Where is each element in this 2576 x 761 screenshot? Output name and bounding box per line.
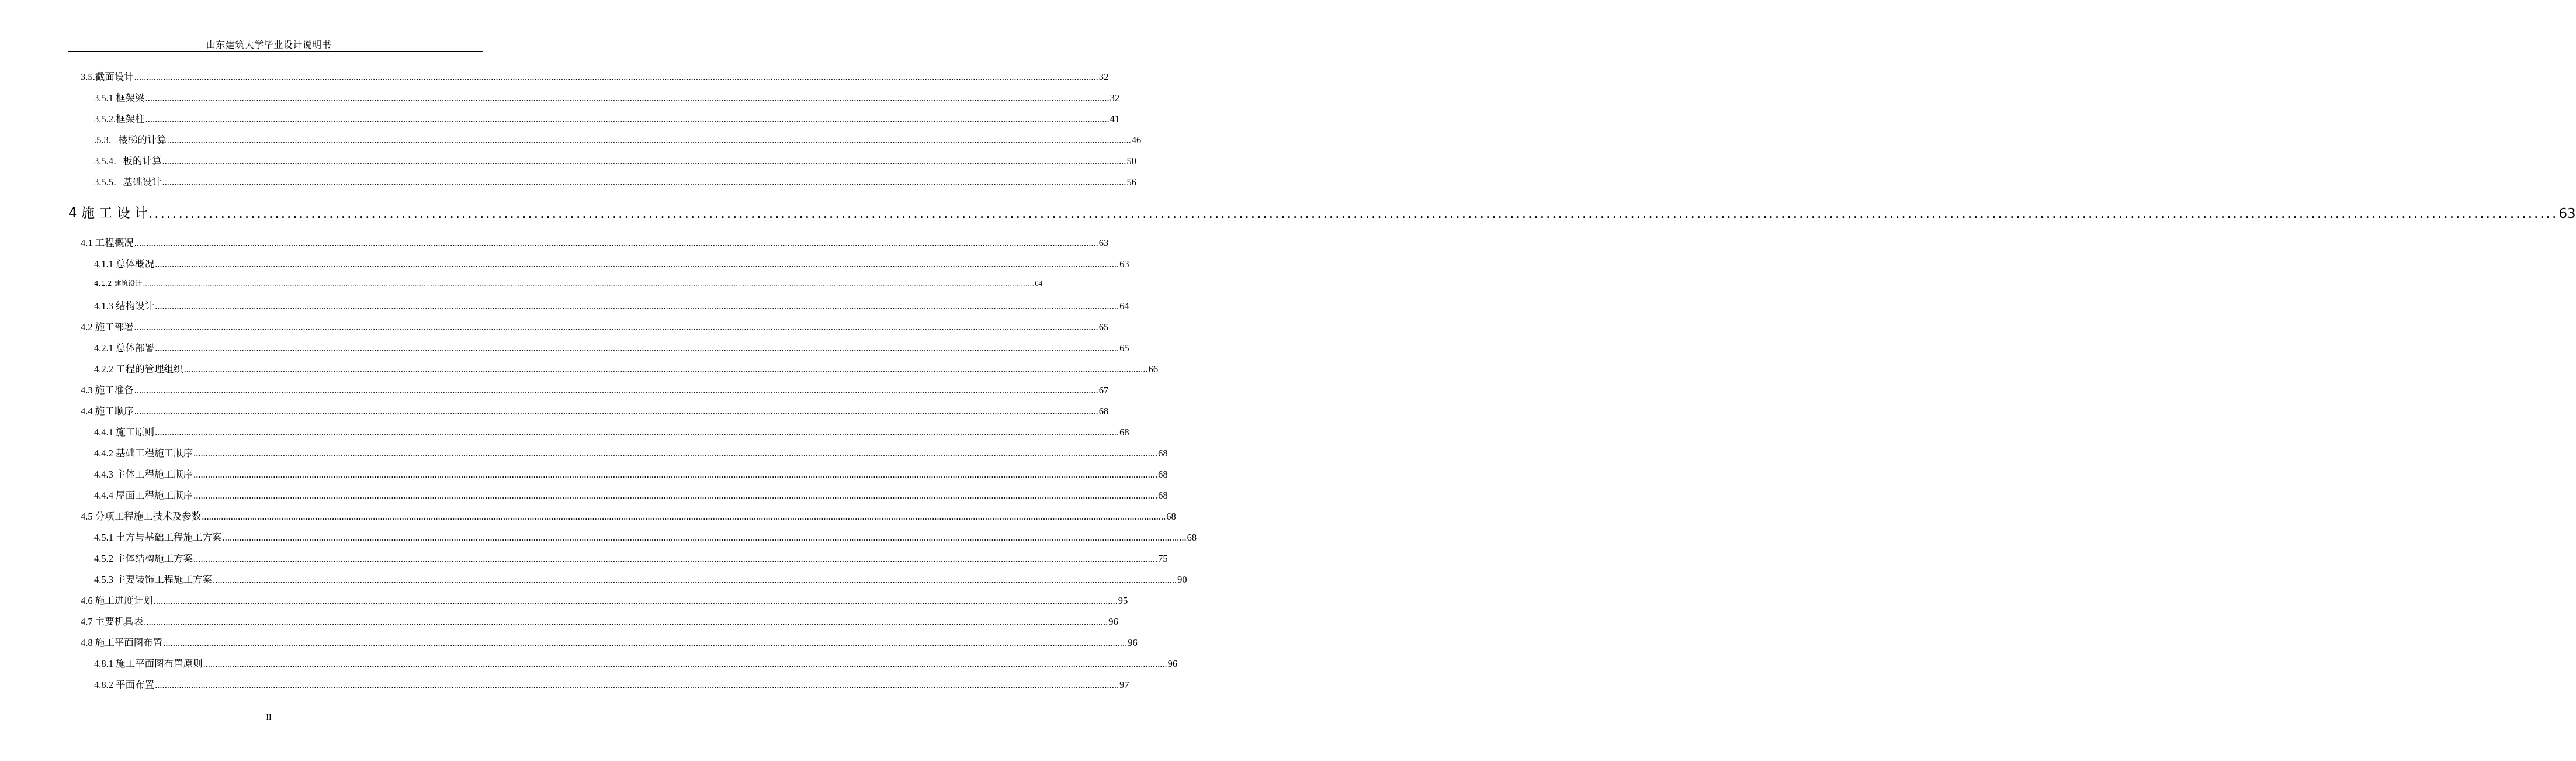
toc-leader: ................................................................................................................................................................................................................................................................................................................................................................................................................: [202, 511, 1166, 522]
toc-leader: ................................................................................................................................................................................................................................................................................................................................................................................................................: [193, 490, 1158, 501]
toc-entry-label: 4 施 工 设 计: [68, 206, 148, 221]
toc-entry[interactable]: [81, 69, 1109, 83]
toc-entry-page: 64: [1035, 279, 1043, 288]
toc-leader: ................................................................................................................................................................................................................................................................................................................................................................................................................: [193, 448, 1158, 459]
toc-entry[interactable]: [81, 235, 1109, 249]
toc-entry-label: 3.5.2.框架柱: [94, 113, 145, 124]
toc-entry-label: 4.5 分项工程施工技术及参数: [81, 511, 202, 522]
toc-leader: ................................................................................................................................................................................................................................................................................................................................................................................................................: [134, 385, 1098, 396]
toc-entry[interactable]: [81, 635, 1138, 649]
toc-entry-label: 4.5.2 主体结构施工方案: [94, 553, 193, 564]
toc-entry[interactable]: [81, 593, 1128, 607]
toc-leader: ................................................................................................................................................................................................................................................................................................................................................................................................................: [222, 532, 1187, 543]
toc-leader: ................................................................................................................................................................................................................................................................................................................................................................................................................: [134, 321, 1098, 333]
toc-entry-label: 4.7 主要机具表: [81, 616, 144, 627]
toc-entry-page: 90: [1177, 574, 1187, 585]
page-number: II: [266, 713, 272, 722]
toc-entry[interactable]: [94, 466, 1168, 480]
toc-entry-label: 4.2.1 总体部署: [94, 343, 155, 354]
toc-leader: ................................................................................................................................................................................................................................................................................................................................................................................................................: [203, 658, 1167, 669]
toc-leader: ................................................................................................................................................................................................................................................................................................................................................................................................................: [148, 206, 2558, 222]
toc-entry[interactable]: [94, 278, 1043, 288]
toc-entry-page: 68: [1098, 406, 1109, 417]
toc-entry-page: 32: [1098, 71, 1109, 82]
toc-entry-label: 4.2.2 工程的管理组织: [94, 364, 183, 375]
toc-entry[interactable]: [94, 132, 1142, 146]
toc-entry-label: 4.6 施工进度计划: [81, 595, 153, 606]
toc-entry-page: 63: [1098, 237, 1109, 248]
toc-entry[interactable]: [94, 530, 1197, 544]
toc-leader: ................................................................................................................................................................................................................................................................................................................................................................................................................: [167, 134, 1131, 146]
toc-entry-page: 50: [1126, 155, 1136, 167]
toc-entry-page: 46: [1131, 134, 1142, 146]
toc-chapter-entry[interactable]: [68, 202, 2576, 222]
toc-entry-page: 96: [1128, 637, 1138, 648]
toc-entry-page: 96: [1108, 616, 1118, 627]
toc-entry-label: 4.2 施工部署: [81, 321, 134, 333]
toc-entry[interactable]: [81, 403, 1109, 417]
toc-entry-page: 56: [1126, 177, 1136, 188]
toc-entry-page: 63: [1119, 258, 1129, 269]
toc-leader: ................................................................................................................................................................................................................................................................................................................................................................................................................: [134, 237, 1098, 248]
toc-entry-page: 68: [1158, 490, 1168, 501]
toc-entry-page: 66: [1148, 364, 1159, 375]
toc-entry-label: 4.4 施工顺序: [81, 406, 134, 417]
toc-entry-label: 4.1.1 总体概况: [94, 258, 155, 269]
toc-entry-page: 65: [1119, 343, 1129, 354]
toc-entry-label: 4.1.2 建筑设计: [94, 279, 143, 288]
toc-entry-page: 67: [1098, 385, 1109, 396]
toc-entry-page: 68: [1158, 448, 1168, 459]
toc-leader: ................................................................................................................................................................................................................................................................................................................................................................................................................: [155, 258, 1119, 269]
toc-entry[interactable]: [94, 361, 1159, 375]
toc-entry-page: 75: [1158, 553, 1168, 564]
toc-entry-label: 4.4.4 屋面工程施工顺序: [94, 490, 193, 501]
toc-leader: ................................................................................................................................................................................................................................................................................................................................................................................................................: [163, 637, 1128, 648]
toc-entry-label: 4.8.2 平面布置: [94, 679, 155, 690]
toc-entry-page: 63: [2558, 206, 2576, 222]
toc-entry[interactable]: [94, 487, 1168, 501]
toc-entry-page: 68: [1187, 532, 1197, 543]
toc-leader: ................................................................................................................................................................................................................................................................................................................................................................................................................: [144, 616, 1108, 627]
toc-entry[interactable]: [81, 614, 1118, 628]
toc-entry-label: 3.5.4．板的计算: [94, 155, 162, 167]
toc-leader: ................................................................................................................................................................................................................................................................................................................................................................................................................: [153, 595, 1118, 606]
toc-entry[interactable]: [81, 382, 1109, 396]
toc-leader: ................................................................................................................................................................................................................................................................................................................................................................................................................: [145, 113, 1110, 124]
toc-entry[interactable]: [94, 111, 1120, 125]
toc-entry[interactable]: [94, 90, 1120, 104]
toc-entry-label: 4.4.2 基础工程施工顺序: [94, 448, 193, 459]
toc-leader: ................................................................................................................................................................................................................................................................................................................................................................................................................: [134, 406, 1098, 417]
toc-leader: ................................................................................................................................................................................................................................................................................................................................................................................................................: [145, 92, 1110, 103]
toc-entry-label: 4.5.3 主要装饰工程施工方案: [94, 574, 213, 585]
toc-entry-page: 68: [1158, 469, 1168, 480]
toc-entry-label: 4.1 工程概况: [81, 237, 134, 248]
toc-entry-page: 68: [1166, 511, 1176, 522]
toc-entry-page: 65: [1098, 321, 1109, 333]
toc-entry-page: 41: [1110, 113, 1120, 124]
toc-entry-label: 4.1.3 结构设计: [94, 300, 155, 312]
toc-entry[interactable]: [94, 256, 1129, 270]
toc-leader: ................................................................................................................................................................................................................................................................................................................................................................................................................: [193, 553, 1158, 564]
toc-entry-label: 4.8 施工平面图布置: [81, 637, 163, 648]
toc-entry-label: 4.4.3 主体工程施工顺序: [94, 469, 193, 480]
toc-entry[interactable]: [94, 298, 1129, 312]
toc-leader: ................................................................................................................................................................................................................................................................................................................................................................................................................: [183, 364, 1148, 375]
toc-leader: ................................................................................................................................................................................................................................................................................................................................................................................................................: [193, 469, 1158, 480]
toc-entry[interactable]: [94, 572, 1187, 586]
toc-entry-page: 64: [1119, 300, 1129, 312]
toc-entry-page: 68: [1119, 427, 1129, 438]
toc-leader: ................................................................................................................................................................................................................................................................................................................................................................................................................: [143, 280, 1035, 288]
toc-leader: ................................................................................................................................................................................................................................................................................................................................................................................................................: [134, 71, 1098, 82]
toc-entry-label: 4.5.1 土方与基础工程施工方案: [94, 532, 222, 543]
toc-entry[interactable]: [81, 319, 1109, 333]
toc-entry-label: 4.8.1 施工平面图布置原则: [94, 658, 203, 669]
toc-leader: ................................................................................................................................................................................................................................................................................................................................................................................................................: [155, 679, 1119, 690]
toc-entry-label: 4.4.1 施工原则: [94, 427, 155, 438]
toc-leader: ................................................................................................................................................................................................................................................................................................................................................................................................................: [155, 427, 1119, 438]
toc-entry-page: 95: [1118, 595, 1128, 606]
toc-entry[interactable]: [94, 424, 1129, 438]
toc-leader: ................................................................................................................................................................................................................................................................................................................................................................................................................: [155, 343, 1119, 354]
toc-leader: ................................................................................................................................................................................................................................................................................................................................................................................................................: [155, 300, 1119, 312]
running-header: 山东建筑大学毕业设计说明书: [206, 39, 332, 50]
toc-leader: ................................................................................................................................................................................................................................................................................................................................................................................................................: [162, 155, 1126, 167]
header-rule: [68, 51, 483, 52]
toc-entry[interactable]: [94, 445, 1168, 459]
toc-entry-page: 97: [1119, 679, 1129, 690]
toc-entry[interactable]: [81, 509, 1176, 523]
toc-entry-label: 4.3 施工准备: [81, 385, 134, 396]
toc-entry-label: 3.5.1 框架梁: [94, 92, 145, 103]
toc-entry[interactable]: [94, 153, 1136, 167]
toc-leader: ................................................................................................................................................................................................................................................................................................................................................................................................................: [213, 574, 1177, 585]
toc-entry-label: 3.5.5．基础设计: [94, 177, 162, 188]
toc-entry-page: 96: [1167, 658, 1178, 669]
toc-entry[interactable]: [94, 551, 1168, 565]
toc-entry[interactable]: [94, 340, 1129, 354]
toc-entry-label: .5.3．楼梯的计算: [94, 134, 167, 146]
toc-entry-page: 32: [1110, 92, 1120, 103]
toc-entry[interactable]: [94, 656, 1178, 670]
toc-entry[interactable]: [94, 174, 1136, 188]
toc-entry-label: 3.5.截面设计: [81, 71, 134, 82]
toc-entry[interactable]: [94, 677, 1129, 691]
toc-leader: ................................................................................................................................................................................................................................................................................................................................................................................................................: [162, 177, 1126, 188]
